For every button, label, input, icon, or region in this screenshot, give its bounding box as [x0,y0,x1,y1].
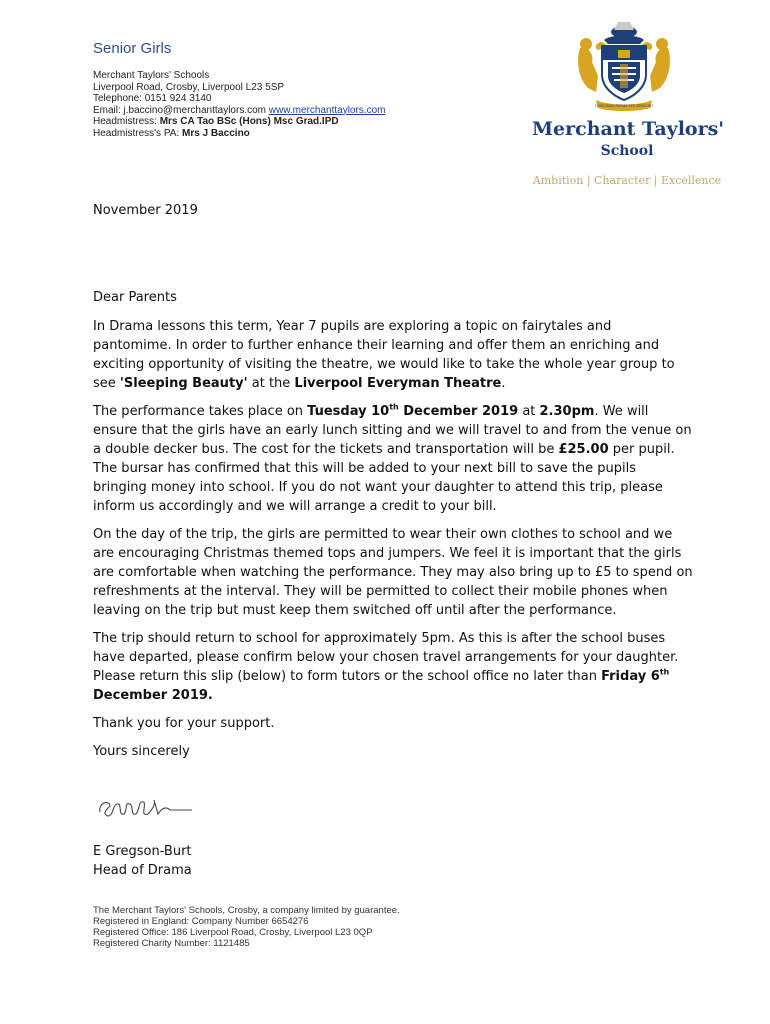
address-line: Liverpool Road, Crosby, Liverpool L23 5SP [93,81,285,93]
venue-name: Liverpool Everyman Theatre [294,376,502,391]
telephone: Telephone: 0151 924 3140 [93,93,212,105]
pa-name: Mrs J Baccino [181,127,250,139]
footer-line: The Merchant Taylors' Schools, Crosby, a company limited by guarantee. [93,905,400,916]
footer-line: Registered in England: Company Number 6654276 [93,916,309,927]
deadline-date: Friday 6th December 2019. [93,667,670,703]
headmistress-line: Headmistress: Mrs CA Tao BSc (Hons) Msc Grad.IPD [93,116,339,128]
school-name-line1: Merchant Taylors' [532,118,725,140]
school-motto: Ambition | Character | Excellence [532,174,722,187]
paragraph-return: The trip should return to school for approximately 5pm. As this is after the school buses have departed, please confirm below your chosen travel arrangements for your daughter. Please return this slip (below) to form tutors or the school office no later than Friday 6th December 2019. [93,631,679,703]
school-crest-logo [574,18,674,114]
closing-line: Yours sincerely [93,744,190,759]
paragraph-dress: On the day of the trip, the girls are permitted to wear their own clothes to school and we are encouraging Christmas themed tops and jumpers. We feel it is important that the girls are comfortable when watching the performance. They may also bring up to £5 to spend on refreshments at the interval. They will be permitted to collect their mobile phones when leaving on the trip but must keep them switched off until after the performance. [93,527,693,618]
address-block [93,70,493,140]
letter-body [93,288,693,770]
performance-time: 2.30pm [539,404,595,419]
signer-name: E Gregson-Burt [93,844,192,859]
crest-motto: CONCORDIA PARVAE RES CRESCUNT [594,104,654,108]
paragraph-intro: In Drama lessons this term, Year 7 pupils are exploring a topic on fairytales and pantomime. In order to further enhance their learning and offer them an enriching and exciting opportunity of visiting the theatre, we would like to take the whole year group to see 'Sleeping Beauty' at the Liverpool Everyman Theatre. [93,319,675,391]
footer-line: Registered Office: 186 Liverpool Road, Crosby, Liverpool L23 0QP [93,927,373,938]
headmistress-name: Mrs CA Tao BSc (Hons) Msc Grad.IPD [159,116,339,128]
registration-footer [93,905,400,949]
pa-line: Headmistress's PA: Mrs J Baccino [93,127,250,139]
address-line: Merchant Taylors' Schools [93,70,210,81]
letterhead [93,40,493,140]
paragraph-performance: The performance takes place on Tuesday 10th December 2019 at 2.30pm. We will ensure that the girls have an early lunch sitting and we will travel to and from the venue on a double decker bus. The cost for the tickets and transportation will be £25.00 per pupil. The bursar has confirmed that this will be added to your next bill to save the pupils bringing money into school. If you do not want your daughter to attend this trip, please inform us accordingly and we will arrange a credit to your bill. [93,402,692,514]
salutation: Dear Parents [93,290,177,305]
email-website-line [93,105,493,117]
letter-date: November 2019 [93,203,198,218]
school-name [532,118,725,159]
show-title: 'Sleeping Beauty' [119,376,248,391]
footer-line: Registered Charity Number: 1121485 [93,938,250,949]
website-link[interactable]: www.merchanttaylors.com [268,104,386,116]
signer-block [93,842,192,880]
department-title: Senior Girls [93,40,172,57]
performance-date: Tuesday 10th December 2019 [307,402,519,419]
signer-title: Head of Drama [93,863,192,878]
email: Email: j.baccino@merchanttaylors.com [93,104,266,116]
trip-cost: £25.00 [558,442,609,457]
school-name-line2: School [600,143,654,159]
handwritten-signature [96,790,206,824]
thanks-line: Thank you for your support. [93,716,275,731]
